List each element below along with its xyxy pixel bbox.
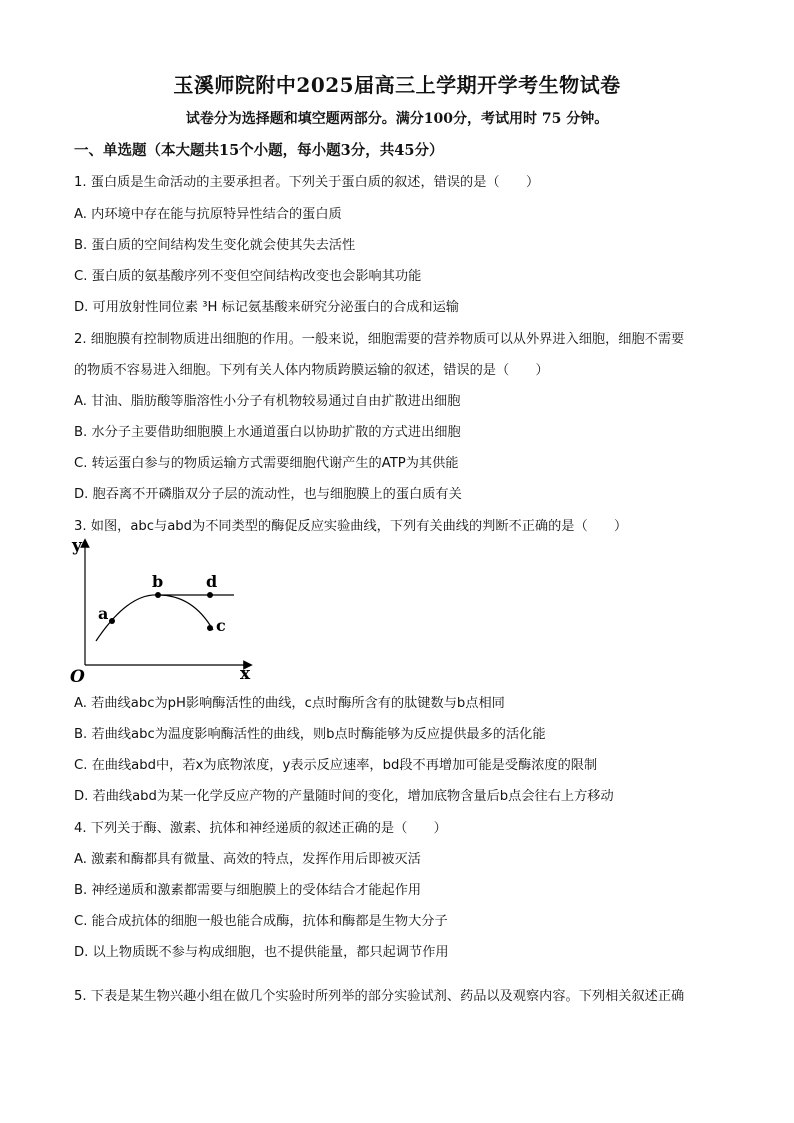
y-axis-label: y xyxy=(72,536,82,556)
question-1-option-c: C. 蛋白质的氨基酸序列不变但空间结构改变也会影响其功能 xyxy=(74,269,422,284)
question-1-option-a: A. 内环境中存在能与抗原特异性结合的蛋白质 xyxy=(74,207,342,222)
question-4-option-b: B. 神经递质和激素都需要与细胞膜上的受体结合才能起作用 xyxy=(74,883,422,898)
question-2-option-d: D. 胞吞离不开磷脂双分子层的流动性，也与细胞膜上的蛋白质有关 xyxy=(74,487,462,502)
point-c xyxy=(207,625,213,631)
question-2-stem-line-2: 的物质不容易进入细胞。下列有关人体内物质跨膜运输的叙述，错误的是（ ） xyxy=(74,363,549,378)
question-4-option-d: D. 以上物质既不参与构成细胞，也不提供能量，都只起调节作用 xyxy=(74,945,449,960)
label-d: d xyxy=(206,572,218,591)
question-2-option-a: A. 甘油、脂肪酸等脂溶性小分子有机物较易通过自由扩散进出细胞 xyxy=(74,394,461,409)
point-a xyxy=(109,618,115,624)
question-3-option-c: C. 在曲线abd中，若x为底物浓度，y表示反应速率，bd段不再增加可能是受酶浓度的限制 xyxy=(74,758,598,773)
question-2-option-c: C. 转运蛋白参与的物质运输方式需要细胞代谢产生的ATP为其供能 xyxy=(74,456,459,471)
question-1-stem: 1. 蛋白质是生命活动的主要承担者。下列关于蛋白质的叙述，错误的是（ ） xyxy=(74,175,540,190)
question-3-stem: 3. 如图，abc与abd为不同类型的酶促反应实验曲线，下列有关曲线的判断不正确的是（ ） xyxy=(74,519,628,534)
page-title: 玉溪师院附中2025届高三上学期开学考生物试卷 xyxy=(173,73,621,97)
point-b xyxy=(155,592,161,598)
question-3-option-b: B. 若曲线abc为温度影响酶活性的曲线，则b点时酶能够为反应提供最多的活化能 xyxy=(74,727,546,742)
question-1-option-d: D. 可用放射性同位素 ³H 标记氨基酸来研究分泌蛋白的合成和运输 xyxy=(74,300,459,315)
question-3-option-a: A. 若曲线abc为pH影响酶活性的曲线，c点时酶所含有的肽键数与b点相同 xyxy=(74,696,505,711)
label-c: c xyxy=(216,616,226,635)
enzyme-curve-diagram xyxy=(68,533,268,687)
section-heading: 一、单选题（本大题共15个小题，每小题3分，共45分） xyxy=(74,142,444,159)
question-2-option-b: B. 水分子主要借助细胞膜上水通道蛋白以协助扩散的方式进出细胞 xyxy=(74,425,461,440)
enzyme-curve-figure xyxy=(68,533,268,687)
question-3-option-d: D. 若曲线abd为某一化学反应产物的产量随时间的变化，增加底物含量后b点会往右上方移动 xyxy=(74,789,614,804)
question-4-option-a: A. 激素和酶都具有微量、高效的特点，发挥作用后即被灭活 xyxy=(74,852,421,867)
x-axis-label: x xyxy=(240,664,251,684)
label-b: b xyxy=(152,572,164,591)
point-d xyxy=(207,592,213,598)
question-5-stem: 5. 下表是某生物兴趣小组在做几个实验时所列举的部分实验试剂、药品以及观察内容。下列相关叙述正确 xyxy=(74,989,685,1004)
origin-label: O xyxy=(70,667,85,687)
exam-instructions: 试卷分为选择题和填空题两部分。满分100分，考试用时 75 分钟。 xyxy=(185,111,609,127)
question-4-option-c: C. 能合成抗体的细胞一般也能合成酶，抗体和酶都是生物大分子 xyxy=(74,914,448,929)
question-2-stem-line-1: 2. 细胞膜有控制物质进出细胞的作用。一般来说，细胞需要的营养物质可以从外界进入细胞，细胞不需要 xyxy=(74,332,685,347)
question-1-option-b: B. 蛋白质的空间结构发生变化就会使其失去活性 xyxy=(74,238,356,253)
label-a: a xyxy=(98,604,109,623)
curve-abc xyxy=(96,595,213,641)
question-4-stem: 4. 下列关于酶、激素、抗体和神经递质的叙述正确的是（ ） xyxy=(74,821,447,836)
